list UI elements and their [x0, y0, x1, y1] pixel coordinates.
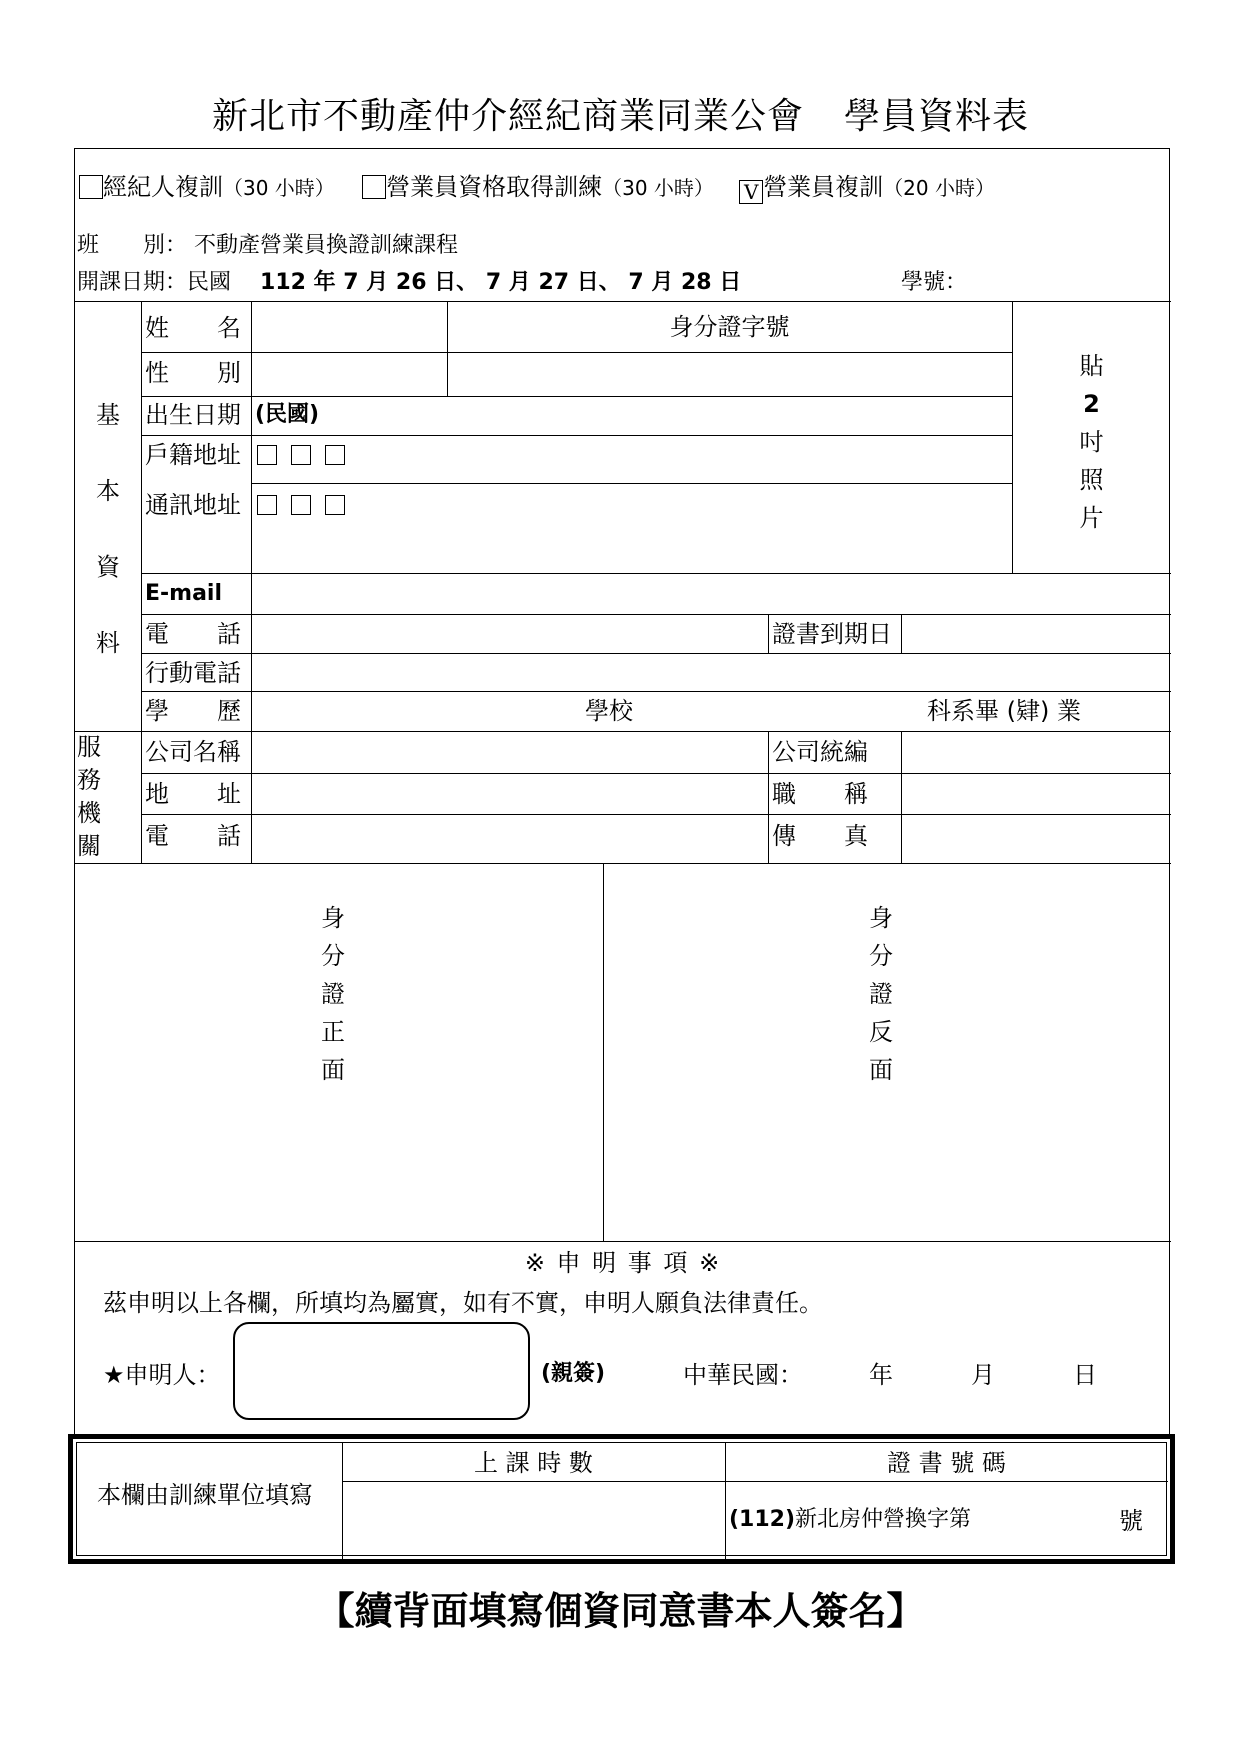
class-hours-field[interactable] [344, 1483, 723, 1557]
course-date-row [77, 272, 741, 294]
office-use-label: 本欄由訓練單位填寫 [97, 1481, 313, 1509]
mobile-label: 行動電話 [145, 659, 241, 687]
form-frame [74, 148, 1170, 1438]
class-hours-label: 上 課 時 數 [474, 1449, 593, 1477]
id-number-field[interactable] [449, 354, 1009, 394]
date-month: 月 [971, 1361, 995, 1389]
declarant-label: ★申明人： [103, 1361, 221, 1389]
course-broker-refresh-hours: （30 小時） [223, 176, 335, 200]
course-options [79, 175, 995, 204]
name-label: 姓 名 [145, 314, 241, 342]
basic-info-section-label: 基 本 資 料 [96, 401, 120, 657]
school-label: 學校 [585, 697, 633, 725]
class-label: 班 別： [77, 233, 188, 258]
page-title [0, 88, 1241, 139]
fax-label: 傳 真 [772, 822, 868, 850]
course-date-label: 開課日期：民國 [77, 270, 232, 295]
form-name: 學員資料表 [844, 96, 1030, 137]
household-address-label: 戶籍地址 [145, 441, 241, 469]
company-phone-label: 電 話 [145, 822, 241, 850]
id-card-front-area: 身 分 證 正 面 [321, 904, 345, 1084]
email-label: E-mail [145, 581, 223, 606]
certificate-suffix: 號 [1119, 1507, 1143, 1535]
course-agent-refresh-label: 營業員複訓 [763, 173, 884, 201]
sign-note: (親簽) [541, 1361, 606, 1386]
id-number-label: 身分證字號 [669, 313, 790, 341]
mailing-address-label: 通訊地址 [145, 491, 241, 519]
date-day: 日 [1073, 1361, 1097, 1389]
declaration-text: 茲申明以上各欄，所填均為屬實，如有不實，申明人願負法律責任。 [103, 1289, 823, 1317]
job-title-label: 職 稱 [772, 780, 868, 808]
gender-label: 性 別 [145, 359, 241, 387]
company-name-label: 公司名稱 [145, 738, 241, 766]
gender-field[interactable] [253, 354, 445, 394]
course-date-value: 112 年 7 月 26 日、 7 月 27 日、 7 月 28 日 [260, 270, 742, 295]
course-agent-qualification-checkbox[interactable] [362, 175, 386, 199]
course-agent-qualification-label: 營業員資格取得訓練 [386, 173, 603, 201]
name-field[interactable] [253, 303, 445, 350]
education-label: 學 歷 [145, 697, 241, 725]
association-name: 新北市不動產仲介經紀商業同業公會 [211, 96, 804, 137]
course-broker-refresh-label: 經紀人複訓 [103, 173, 223, 201]
date-prefix: 中華民國： [683, 1361, 803, 1389]
course-agent-refresh-checkbox[interactable]: V [739, 180, 763, 204]
id-card-back-area: 身 分 證 反 面 [869, 904, 893, 1084]
household-zip-boxes[interactable] [257, 445, 359, 465]
signature-box[interactable] [233, 1322, 530, 1420]
class-row [77, 235, 458, 257]
certificate-number-label: 證 書 號 碼 [887, 1449, 1006, 1477]
company-tax-id-label: 公司統編 [772, 738, 868, 766]
date-year: 年 [869, 1361, 893, 1389]
company-address-label: 地 址 [145, 780, 241, 808]
photo-placeholder: 貼 2 吋 照 片 [1079, 352, 1104, 532]
course-broker-refresh-checkbox[interactable] [79, 175, 103, 199]
office-use-table [68, 1434, 1175, 1564]
phone-label: 電 話 [145, 620, 241, 648]
footer-notice: 【續背面填寫個資同意書本人簽名】 [316, 1589, 925, 1633]
birth-date-hint: (民國) [255, 402, 320, 427]
course-agent-refresh-hours: （20 小時） [883, 176, 995, 200]
class-value: 不動產營業員換證訓練課程 [194, 233, 459, 258]
course-agent-qualification-hours: （30 小時） [602, 176, 714, 200]
student-number-label: 學號： [901, 270, 968, 295]
mailing-zip-boxes[interactable] [257, 495, 359, 515]
declaration-heading: ※ 申 明 事 項 ※ [524, 1249, 722, 1277]
certificate-prefix: (112)新北房仲營換字第 [729, 1507, 972, 1532]
birth-date-label: 出生日期 [145, 401, 241, 429]
service-section-label: 服 務 機 關 [77, 733, 101, 860]
certificate-expiry-label: 證書到期日 [772, 620, 892, 648]
department-label: 科系畢 (肄) 業 [927, 697, 1081, 725]
